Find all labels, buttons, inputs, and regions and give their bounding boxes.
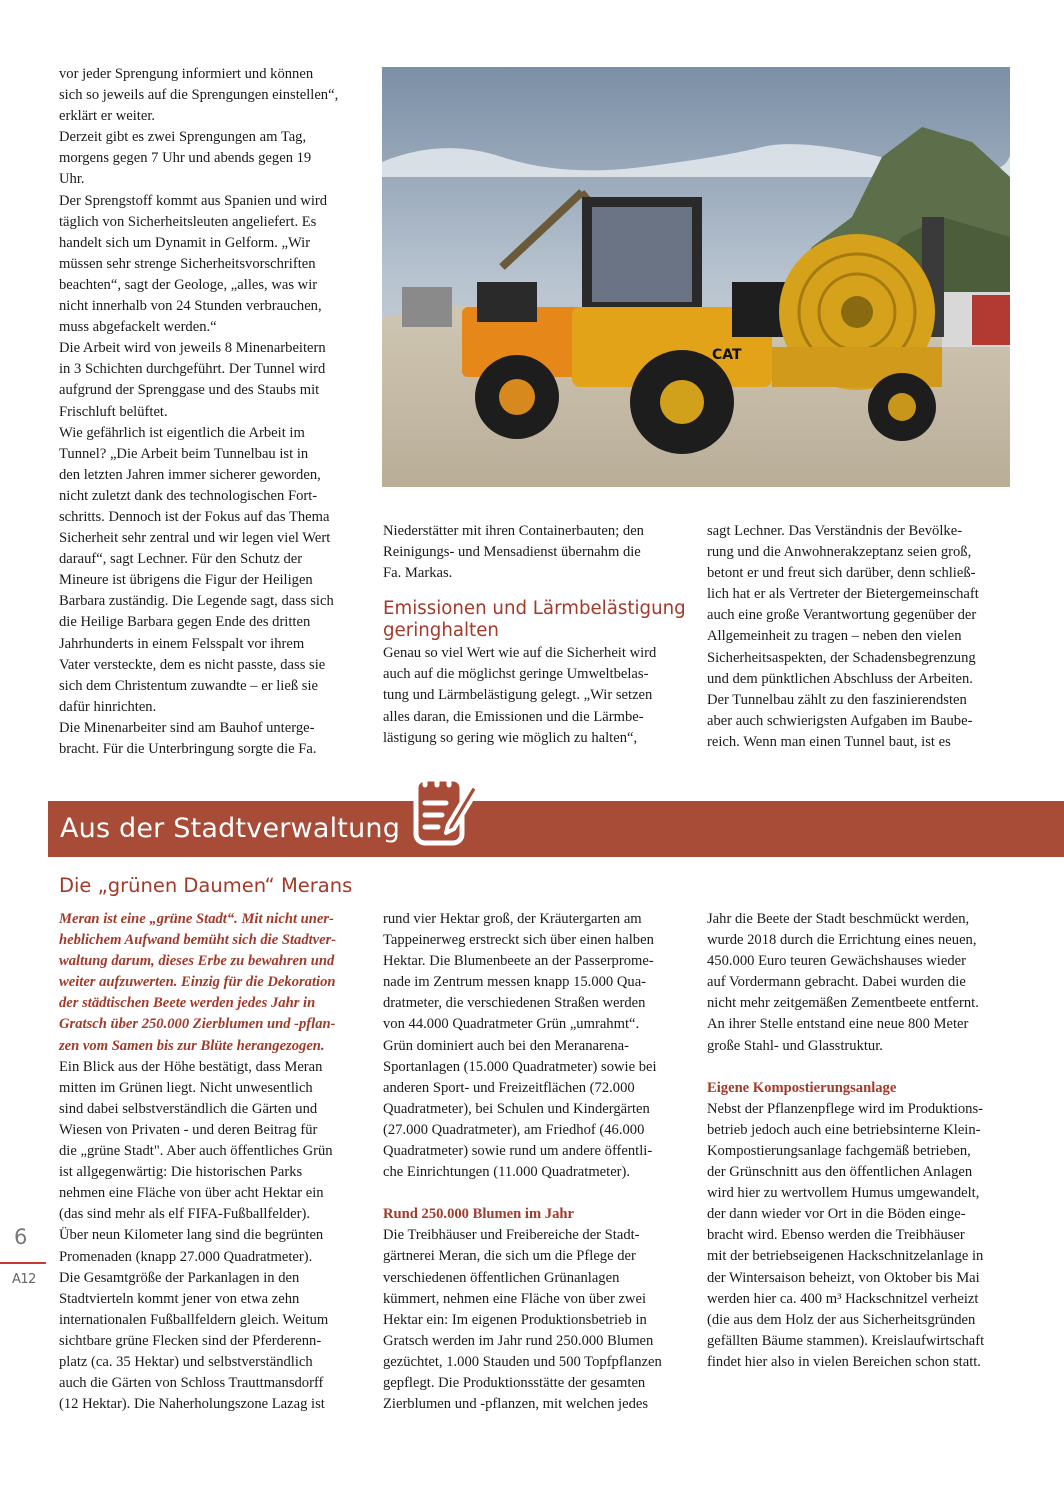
text-line: verschiedenen öffentlichen Grünanlagen	[383, 1269, 620, 1286]
text-line: waltung darum, dieses Erbe zu bewahren und	[59, 953, 335, 970]
text-line: Der Sprengstoff kommt aus Spanien und wird	[59, 192, 328, 209]
top-col2-intro	[383, 521, 688, 584]
construction-machines-photo	[382, 67, 1010, 487]
text-line: Genau so viel Wert wie auf die Sicherheit wird	[383, 645, 657, 662]
text-line: Die Treibhäuser und Freibereiche der Stadt-	[383, 1227, 640, 1244]
article-col2-body	[383, 909, 688, 1183]
composting-subheading: Eigene Kompostierungsanlage	[707, 1079, 897, 1096]
text-line: Quadratmeter) sowie rund um andere öffentli-	[383, 1143, 653, 1160]
text-line: aufgrund der Sprenggase und des Staubs mit	[59, 382, 320, 399]
text-line: Derzeit gibt es zwei Sprengungen am Tag,	[59, 129, 307, 146]
text-line: betrieb jedoch auch eine betriebsinterne Klein-	[707, 1121, 981, 1138]
text-line: Der Tunnelbau zählt zu den faszinierendsten	[707, 691, 967, 708]
text-line: sich so jeweils auf die Sprengungen einstellen“,	[59, 87, 339, 104]
text-line: rund vier Hektar groß, der Kräutergarten am	[383, 911, 642, 927]
text-line: Kompostierungsanlage fachgemäß betrieben,	[707, 1142, 971, 1159]
text-line: den letzten Jahren immer sicherer geworden,	[59, 466, 321, 483]
text-line: erklärt er weiter.	[59, 108, 156, 125]
photo-illustration	[382, 67, 1010, 487]
text-line: mitten im Grünen liegt. Nicht unwesentlich	[59, 1079, 313, 1096]
text-line: Nebst der Pflanzenpflege wird im Produktions-	[707, 1100, 984, 1117]
text-line: Hektar ein: Im eigenen Produktionsbetrieb in	[383, 1311, 647, 1328]
text-line: wurde 2018 durch die Errichtung eines neuen,	[707, 932, 977, 949]
text-line: Sicherheitsaspekten, der Schadensbegrenzung	[707, 649, 976, 666]
text-line: Vater versteckte, dem es nicht passte, dass sie	[59, 656, 326, 673]
article-column-2	[383, 909, 688, 1415]
text-line: 450.000 Euro teuren Gewächshauses wieder	[707, 953, 966, 970]
text-line: Zierblumen und -pflanzen, mit welchen jedes	[383, 1396, 649, 1413]
text-line: der dann wieder vor Ort in die Böden einge-	[707, 1206, 966, 1223]
text-line: Gratsch werden im Jahr rund 250.000 Blumen	[383, 1332, 654, 1349]
text-line: werden hier ca. 400 m³ Hackschnitzel verheizt	[707, 1290, 979, 1307]
text-line: Jahr die Beete der Stadt beschmückt werden,	[707, 911, 970, 927]
article-col1-body	[59, 1057, 359, 1416]
text-line: die Heilige Barbara gegen Ende des dritten	[59, 614, 311, 631]
text-line: der städtischen Beete werden jedes Jahr in	[59, 995, 316, 1012]
text-line: Barbara zuständig. Die Legende sagt, dass sich	[59, 593, 334, 610]
text-line: gärtnerei Meran, die sich um die Pflege der	[383, 1248, 636, 1265]
text-line: (die aus dem Holz der aus Sicherheitsgründen	[707, 1311, 976, 1328]
text-line: gezüchtet, 1.000 Stauden und 500 Topfpflanzen	[383, 1353, 662, 1370]
page-number-rule	[0, 1262, 46, 1264]
text-line: wird hier zu wertvollem Humus umgewandelt,	[707, 1185, 980, 1202]
text-line: darauf“, sagt Lechner. Für den Schutz der	[59, 551, 303, 568]
text-line: Fa. Markas.	[383, 565, 453, 582]
text-line: Jahrhunderts in einem Felsspalt vor ihrem	[59, 635, 305, 652]
text-line: der Wintersaison beheizt, von Oktober bis Mai	[707, 1269, 980, 1286]
text-line: nehmen eine Fläche von über acht Hektar ein	[59, 1185, 324, 1202]
text-line: tung und Lärmbelästigung gelegt. „Wir setzen	[383, 687, 653, 704]
text-line: von 44.000 Quadratmeter Grün „umrahmt“.	[383, 1016, 640, 1033]
text-line: bracht wird. Ebenso werden die Treibhäuser	[707, 1227, 965, 1244]
text-line: Frischluft belüftet.	[59, 403, 168, 420]
text-line: (12 Hektar). Die Naherholungszone Lazag ist	[59, 1396, 325, 1413]
text-line: sind dabei selbstverständlich die Gärten und	[59, 1100, 318, 1117]
text-line: Wiesen von Privaten - und deren Beitrag für	[59, 1121, 318, 1138]
article-col2-body2	[383, 1225, 688, 1415]
text-line: sich dem Christentum zuwandte – er ließ sie	[59, 677, 318, 694]
text-line: auf Vordermann gebracht. Dabei wurden die	[707, 974, 966, 991]
section-banner	[48, 801, 1064, 857]
text-line: zen vom Samen bis zur Blüte herangezogen.	[59, 1037, 325, 1054]
text-line: Tappeinerweg erstreckt sich über einen halben	[383, 932, 654, 949]
text-line: Ein Blick aus der Höhe bestätigt, dass Meran	[59, 1058, 323, 1075]
text-line: weiter aufzuwerten. Einzig für die Dekoration	[59, 974, 336, 991]
page-number: 6	[14, 1225, 28, 1249]
text-line: handelt sich um Dynamit in Gelform. „Wir	[59, 234, 311, 251]
text-line: müssen sehr strenge Sicherheitsvorschriften	[59, 255, 316, 272]
article-column-3	[707, 909, 1012, 1373]
text-line: Über neun Kilometer lang sind die begrünten	[59, 1227, 324, 1244]
text-line: Allgemeinheit zu tragen – neben den vielen	[707, 628, 962, 645]
text-line: Die Minenarbeiter sind am Bauhof unterge-	[59, 719, 315, 736]
text-line: Stadtvierteln kommt jener von etwa zehn	[59, 1290, 300, 1307]
text-line: beachten“, sagt der Geologe, „alles, was wir	[59, 276, 318, 293]
text-line: gepflegt. Die Produktionsstätte der gesamten	[383, 1374, 646, 1391]
text-line: aber auch schwierigsten Aufgaben im Baube-	[707, 712, 973, 729]
text-line: Sicherheit sehr zentral und wir legen viel Wert	[59, 530, 331, 547]
text-line: rung und die Anwohnerakzeptanz seien groß,	[707, 544, 972, 561]
section-title: Aus der Stadtverwaltung	[60, 813, 401, 844]
emissions-subheading	[383, 598, 688, 642]
text-line: nade im Zentrum messen knapp 15.000 Qua-	[383, 974, 647, 991]
text-line: große Stahl- und Glasstruktur.	[707, 1037, 883, 1054]
text-line: und dem pünktlichen Abschluss der Arbeiten.	[707, 670, 973, 687]
machine-label: CAT	[712, 347, 742, 363]
text-line: reich. Wenn man einen Tunnel baut, ist es	[707, 733, 951, 750]
text-line: Mineure ist übrigens die Figur der Heiligen	[59, 572, 313, 589]
text-line: dratmeter, die verschiedenen Straßen werden	[383, 995, 646, 1012]
text-line: auch die Gärten von Schloss Trauttmansdorff	[59, 1375, 324, 1392]
top-column-3	[707, 521, 1012, 753]
text-line: betont er und freut sich darüber, denn schließ-	[707, 565, 976, 582]
text-line: nicht innerhalb von 24 Stunden verbrauchen,	[59, 298, 322, 315]
text-line: Promenaden (knapp 27.000 Quadratmeter).	[59, 1248, 313, 1265]
text-line: geringhalten	[383, 620, 499, 642]
text-line: sichtbare grüne Flecken sind der Pferderenn-	[59, 1332, 322, 1349]
text-line: Sportanlagen (15.000 Quadratmeter) sowie bei	[383, 1058, 657, 1075]
text-line: platz (ca. 35 Hektar) und selbstverständlich	[59, 1353, 313, 1370]
text-line: An ihrer Stelle entstand eine neue 800 Meter	[707, 1016, 969, 1033]
text-line: findet hier also in vielen Bereichen schon statt.	[707, 1353, 981, 1370]
text-line: internationalen Fußballfeldern gleich. Weitum	[59, 1311, 329, 1328]
article-title: Die „grünen Daumen“ Merans	[59, 874, 353, 897]
text-line: Niederstätter mit ihren Containerbauten; den	[383, 523, 644, 539]
text-line: gefällten Bäume stammen). Kreislaufwirtschaft	[707, 1332, 985, 1349]
flowers-subheading: Rund 250.000 Blumen im Jahr	[383, 1206, 574, 1223]
text-line: lästigung so gering wie möglich zu halten“,	[383, 729, 638, 746]
text-line: dafür hinrichten.	[59, 698, 157, 715]
text-line: der Grünschnitt aus den öffentlichen Anlagen	[707, 1164, 973, 1181]
text-line: die „grüne Stadt". Aber auch öffentliches Grün	[59, 1143, 333, 1160]
text-line: alles daran, die Emissionen und die Lärmbe-	[383, 708, 644, 725]
text-line: nicht mehr zeitgemäßen Zementbeete entfernt.	[707, 995, 979, 1012]
text-line: Uhr.	[59, 171, 85, 188]
text-line: Wie gefährlich ist eigentlich die Arbeit im	[59, 424, 305, 441]
text-line: ist allgegenwärtig: Die historischen Parks	[59, 1164, 303, 1181]
top-col2-body	[383, 643, 688, 748]
text-line: lich hat er als Vertreter der Bietergemeinschaft	[707, 586, 979, 603]
text-line: Meran ist eine „grüne Stadt“. Mit nicht uner-	[59, 911, 334, 927]
text-line: anderen Sport- und Freizeitflächen (72.000	[383, 1079, 635, 1096]
article-lead	[59, 909, 359, 1057]
text-line: Quadratmeter), bei Schulen und Kindergärten	[383, 1100, 650, 1117]
text-line: vor jeder Sprengung informiert und können	[59, 66, 314, 82]
text-line: Grün dominiert auch bei den Meranarena-	[383, 1037, 629, 1054]
article-col3-body	[707, 909, 1012, 1057]
text-line: in 3 Schichten durchgeführt. Der Tunnel wird	[59, 361, 326, 378]
text-line: Reinigungs- und Mensadienst übernahm die	[383, 544, 641, 561]
article-col3-body2	[707, 1099, 1012, 1373]
page-code: A12	[12, 1272, 36, 1287]
text-line: heblichem Aufwand bemüht sich die Stadtver-	[59, 932, 337, 949]
text-line: Hektar. Die Blumenbeete an der Passerprome-	[383, 953, 654, 970]
text-line: morgens gegen 7 Uhr und abends gegen 19	[59, 150, 312, 167]
text-line: Tunnel? „Die Arbeit beim Tunnelbau ist in	[59, 445, 309, 462]
top-column-1	[59, 64, 359, 760]
text-line: bracht. Für die Unterbringung sorgte die Fa.	[59, 741, 317, 757]
text-line: kümmert, nehmen eine Fläche von über zwei	[383, 1290, 647, 1307]
text-line: Die Gesamtgröße der Parkanlagen in den	[59, 1269, 300, 1286]
text-line: schritts. Dennoch ist der Fokus auf das Thema	[59, 508, 330, 525]
text-line: täglich von Sicherheitsleuten angeliefert. Es	[59, 213, 317, 230]
text-line: Die Arbeit wird von jeweils 8 Minenarbeitern	[59, 340, 326, 357]
notepad-icon	[408, 767, 480, 849]
text-line: auch eine große Verantwortung gegenüber der	[707, 607, 977, 624]
text-line: muss abgefackelt werden.“	[59, 319, 217, 336]
text-line: auch auf die möglichst geringe Umweltbelas-	[383, 666, 649, 683]
text-line: (das sind mehr als elf FIFA-Fußballfelder).	[59, 1206, 311, 1223]
article-column-1	[59, 909, 359, 1415]
text-line: mit der betriebseigenen Hackschnitzelanlage in	[707, 1248, 984, 1265]
text-line: nicht zuletzt dank des technologischen Fort-	[59, 487, 318, 504]
text-line: che Einrichtungen (11.000 Quadratmeter).	[383, 1164, 631, 1181]
text-line: sagt Lechner. Das Verständnis der Bevölke-	[707, 523, 963, 539]
top-column-2	[383, 521, 688, 749]
text-line: Emissionen und Lärmbelästigung	[383, 598, 686, 620]
text-line: (27.000 Quadratmeter), am Friedhof (46.000	[383, 1121, 645, 1138]
text-line: Gratsch über 250.000 Zierblumen und -pflan-	[59, 1016, 336, 1033]
